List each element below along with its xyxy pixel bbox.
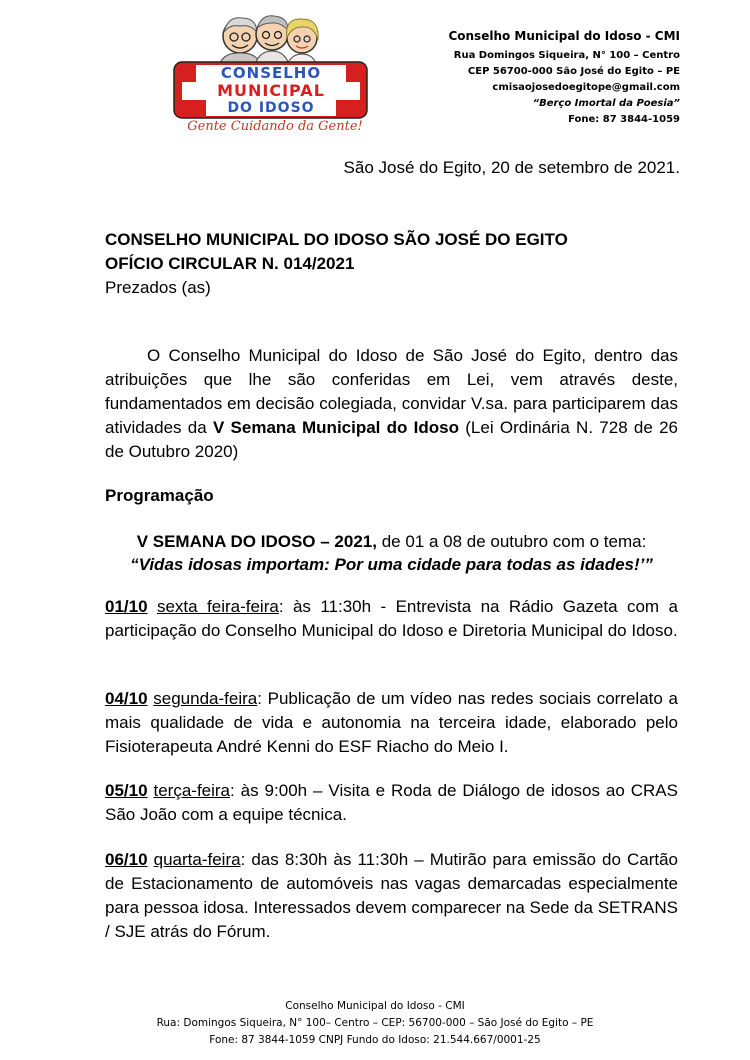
- program-theme: [105, 530, 678, 576]
- theme-event: V SEMANA DO IDOSO – 2021,: [136, 532, 377, 551]
- footer-council: Conselho Municipal do Idoso - CMI: [285, 1000, 465, 1012]
- contact-block: [448, 28, 680, 128]
- greeting: Prezados (as): [105, 278, 211, 297]
- theme-line: [105, 530, 678, 553]
- program-title: Programação: [105, 486, 214, 505]
- theme-dates: de 01 a 08 de outubro com o tema:: [376, 532, 647, 551]
- contact-cep: CEP 56700-000 São José do Egito – PE: [467, 66, 680, 77]
- logo-line-3: DO IDOSO: [227, 100, 315, 116]
- contact-email: cmisaojosedoegitope@gmail.com: [492, 82, 680, 93]
- circular-number: OFÍCIO CIRCULAR N. 014/2021: [105, 254, 355, 273]
- contact-title: Conselho Municipal do Idoso - CMI: [448, 29, 680, 43]
- item-date: 05/10: [105, 781, 148, 800]
- item-text: : às 11:30h - Entrevista na Rádio Gazeta com a participação do Conselho Municipal do Idoso e Diretoria Municipal do Idoso.: [105, 597, 678, 640]
- intro-paragraph: [105, 344, 678, 464]
- document-heading: [105, 228, 678, 300]
- intro-law-reference: (Lei Ordinária N. 728 de 26 de Outubro 2020): [105, 418, 678, 461]
- logo-slogan: Gente Cuidando da Gente!: [187, 119, 363, 134]
- item-text: : às 9:00h – Visita e Roda de Diálogo de idosos ao CRAS São João com a equipe técnica.: [105, 781, 678, 824]
- item-date: 06/10: [105, 850, 148, 869]
- program-item: [105, 595, 678, 643]
- item-text: : Publicação de um vídeo nas redes sociais correlato a mais qualidade de vida e autonomia na terceira idade, elaborado pelo Fisioterapeuta André Kenni do ESF Riacho do Meio I.: [105, 689, 678, 756]
- contact-phone: Fone: 87 3844-1059: [568, 114, 680, 125]
- program-item: [105, 687, 678, 759]
- program-item: [105, 848, 678, 944]
- council-name: CONSELHO MUNICIPAL DO IDOSO SÃO JOSÉ DO EGITO: [105, 230, 568, 249]
- footer-phone-cnpj: Fone: 87 3844-1059 CNPJ Fundo do Idoso: 21.544.667/0001-25: [209, 1034, 541, 1046]
- contact-motto: “Berço Imortal da Poesia”: [532, 98, 680, 109]
- logo-line-1: CONSELHO: [220, 64, 322, 82]
- item-date: 01/10: [105, 597, 148, 616]
- item-weekday: terça-feira: [153, 781, 231, 800]
- council-logo: [168, 10, 373, 136]
- footer-address: Rua: Domingos Siqueira, N° 100– Centro – CEP: 56700-000 – São José do Egito – PE: [156, 1017, 594, 1029]
- item-weekday: sexta feira-feira: [156, 597, 279, 616]
- item-weekday: quarta-feira: [153, 850, 241, 869]
- item-weekday: segunda-feira: [153, 689, 258, 708]
- item-text: : das 8:30h às 11:30h – Mutirão para emissão do Cartão de Estacionamento de automóveis nas vagas demarcadas especialmente para pessoa idosa. Interessados devem comparecer na Sede da SETRANS / SJE atrás do Fórum.: [105, 850, 678, 941]
- intro-text: O Conselho Municipal do Idoso de São José do Egito, dentro das atribuições que lhe são conferidas em Lei, vem através deste, fundamentados em decisão colegiada, convidar V.sa. para participarem das atividades da: [105, 346, 678, 437]
- logo-line-2: MUNICIPAL: [217, 81, 325, 100]
- program-item: [105, 779, 678, 827]
- contact-address: Rua Domingos Siqueira, N° 100 – Centro: [453, 50, 680, 61]
- theme-quote: “Vidas idosas importam: Por uma cidade para todas as idades!’”: [130, 555, 653, 574]
- item-date: 04/10: [105, 689, 148, 708]
- intro-event-name: V Semana Municipal do Idoso: [212, 418, 460, 437]
- page-footer: [0, 998, 750, 1049]
- document-date: São José do Egito, 20 de setembro de 2021.: [343, 158, 680, 177]
